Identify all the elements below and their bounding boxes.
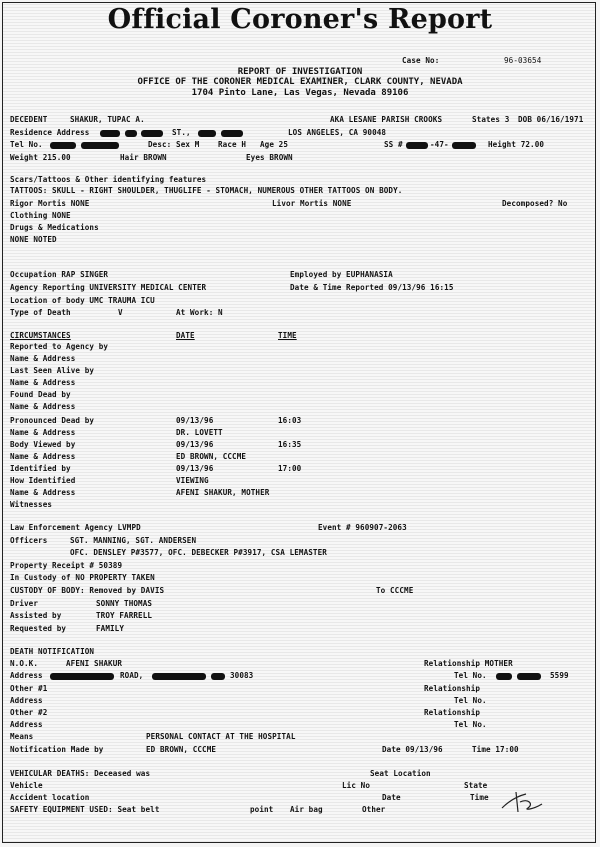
other1-tel: Tel No. <box>454 696 487 705</box>
circ-time: 17:00 <box>278 464 302 473</box>
nok-label: N.O.K. <box>10 659 39 668</box>
circ-label: Name & Address <box>10 378 76 387</box>
seat-location: Seat Location <box>370 769 431 778</box>
circ-label: Witnesses <box>10 500 53 509</box>
decedent-aka: AKA LESANE PARISH CROOKS <box>330 115 443 124</box>
type-of-death-label: Type of Death <box>10 308 71 317</box>
scars-label: Scars/Tattoos & Other identifying features <box>10 175 207 184</box>
header-line2: OFFICE OF THE CORONER MEDICAL EXAMINER, CLARK COUNTY, NEVADA <box>137 77 463 87</box>
circ-value: VIEWING <box>176 476 209 485</box>
desc-sex: Desc: Sex M <box>148 140 200 149</box>
driver: SONNY THOMAS <box>96 599 153 608</box>
residence-label: Residence Address <box>10 128 90 137</box>
other1-address: Address <box>10 696 43 705</box>
in-custody: In Custody of NO PROPERTY TAKEN <box>10 573 155 582</box>
at-work: At Work: N <box>176 308 223 317</box>
height: Height 72.00 <box>488 140 545 149</box>
means-label: Means <box>10 732 34 741</box>
other1-relationship: Relationship <box>424 684 481 693</box>
decedent-name: SHAKUR, TUPAC A. <box>70 115 145 124</box>
accident-location: Accident location <box>10 793 90 802</box>
decedent-states: States 3 <box>472 115 510 124</box>
location-of-body: Location of body UMC TRAUMA ICU <box>10 296 155 305</box>
ss-redacted <box>406 140 428 149</box>
livor-mortis: Livor Mortis NONE <box>272 199 352 208</box>
tel-label: Tel No. <box>10 140 43 149</box>
circ-label: Name & Address <box>10 354 76 363</box>
safety-airbag: Air bag <box>290 805 323 814</box>
circ-label: Body Viewed by <box>10 440 76 449</box>
signature-mark <box>498 786 548 816</box>
eyes: Eyes BROWN <box>246 153 293 162</box>
notification-made-by: ED BROWN, CCCME <box>146 745 217 754</box>
circ-value: DR. LOVETT <box>176 428 223 437</box>
notification-date: Date 09/13/96 <box>382 745 443 754</box>
property-receipt: Property Receipt # 50389 <box>10 561 123 570</box>
agency-reporting: Agency Reporting UNIVERSITY MEDICAL CENTER <box>10 283 207 292</box>
circ-label: How Identified <box>10 476 76 485</box>
custody-of-body: CUSTODY OF BODY: Removed by DAVIS <box>10 586 165 595</box>
event-number: Event # 960907-2063 <box>318 523 407 532</box>
vehicular-deaths: VEHICULAR DEATHS: Deceased was <box>10 769 151 778</box>
residence-redacted <box>100 128 163 137</box>
nok-address-label: Address <box>10 671 43 680</box>
none-noted: NONE NOTED <box>10 235 57 244</box>
case-no-label: Case No: <box>402 56 440 65</box>
circ-label: Name & Address <box>10 428 76 437</box>
officers-line2: OFC. DENSLEY P#3577, OFC. DEBECKER P#3917, CSA LEMASTER <box>70 548 327 557</box>
nok-relationship: Relationship MOTHER <box>424 659 513 668</box>
circ-label: Pronounced Dead by <box>10 416 95 425</box>
death-notification-heading: DEATH NOTIFICATION <box>10 647 95 656</box>
safety-other: Other <box>362 805 386 814</box>
circ-date: 09/13/96 <box>176 464 214 473</box>
other1-label: Other #1 <box>10 684 48 693</box>
requested-by: FAMILY <box>96 624 125 633</box>
circ-value: ED BROWN, CCCME <box>176 452 247 461</box>
rigor-mortis: Rigor Mortis NONE <box>10 199 90 208</box>
nok-address-redacted <box>50 671 114 680</box>
date-time-reported: Date & Time Reported 09/13/96 16:15 <box>290 283 454 292</box>
nok-tel-end: 5599 <box>550 671 569 680</box>
case-no: 96-03654 <box>504 56 542 65</box>
custody-to: To CCCME <box>376 586 414 595</box>
ss-mid: -47- <box>430 140 449 149</box>
circumstances-heading: CIRCUMSTANCES <box>10 331 71 340</box>
lic-no-label: Lic No <box>342 781 371 790</box>
nok-address-road: ROAD, <box>120 671 144 680</box>
circ-label: Reported to Agency by <box>10 342 109 351</box>
means: PERSONAL CONTACT AT THE HOSPITAL <box>146 732 296 741</box>
circ-date: 09/13/96 <box>176 416 214 425</box>
residence-street: ST., <box>172 128 191 137</box>
nok-address-redacted-2 <box>152 671 225 680</box>
tattoos: TATTOOS: SKULL - RIGHT SHOULDER, THUGLIFE - STOMACH, NUMEROUS OTHER TATTOOS ON BODY. <box>10 186 403 195</box>
safety-point: point <box>250 805 274 814</box>
circ-label: Found Dead by <box>10 390 71 399</box>
circ-time: 16:03 <box>278 416 302 425</box>
occupation: Occupation RAP SINGER <box>10 270 109 279</box>
header-line1: REPORT OF INVESTIGATION <box>237 67 363 77</box>
circumstances-date-col: DATE <box>176 331 195 340</box>
circ-time: 16:35 <box>278 440 302 449</box>
hair: Hair BROWN <box>120 153 167 162</box>
circ-label: Name & Address <box>10 402 76 411</box>
nok-tel-label: Tel No. <box>454 671 487 680</box>
safety-equipment: SAFETY EQUIPMENT USED: Seat belt <box>10 805 160 814</box>
ss-label: SS # <box>384 140 403 149</box>
employed-by: Employed by EUPHANASIA <box>290 270 393 279</box>
other2-relationship: Relationship <box>424 708 481 717</box>
ss-redacted-2 <box>452 140 476 149</box>
circumstances-time-col: TIME <box>278 331 297 340</box>
decedent-label: DECEDENT <box>10 115 48 124</box>
vehicle-label: Vehicle <box>10 781 43 790</box>
requested-label: Requested by <box>10 624 67 633</box>
state-label: State <box>464 781 488 790</box>
residence-redacted-2 <box>198 128 243 137</box>
type-of-death: V <box>118 308 123 317</box>
weight: Weight 215.00 <box>10 153 71 162</box>
decedent-dob: DOB 06/16/1971 <box>518 115 584 124</box>
other2-tel: Tel No. <box>454 720 487 729</box>
accident-time: Time <box>470 793 489 802</box>
nok-tel-redacted <box>496 671 541 680</box>
other2-label: Other #2 <box>10 708 48 717</box>
decomposed: Decomposed? No <box>502 199 568 208</box>
header-line3: 1704 Pinto Lane, Las Vegas, Nevada 89106 <box>191 88 409 98</box>
circ-label: Last Seen Alive by <box>10 366 95 375</box>
clothing: Clothing NONE <box>10 211 71 220</box>
officers-label: Officers <box>10 536 48 545</box>
drugs-label: Drugs & Medications <box>10 223 99 232</box>
assisted-label: Assisted by <box>10 611 62 620</box>
circ-label: Name & Address <box>10 488 76 497</box>
residence-city: LOS ANGELES, CA 90048 <box>288 128 387 137</box>
report-title: Official Coroner's Report <box>107 4 493 35</box>
tel-redacted <box>50 140 119 149</box>
nok-address-zip: 30083 <box>230 671 254 680</box>
assisted-by: TROY FARRELL <box>96 611 153 620</box>
law-agency: Law Enforcement Agency LVMPD <box>10 523 141 532</box>
race: Race H <box>218 140 247 149</box>
circ-value: AFENI SHAKUR, MOTHER <box>176 488 270 497</box>
circ-date: 09/13/96 <box>176 440 214 449</box>
notification-made-by-label: Notification Made by <box>10 745 104 754</box>
circ-label: Name & Address <box>10 452 76 461</box>
circ-label: Identified by <box>10 464 71 473</box>
nok-name: AFENI SHAKUR <box>66 659 123 668</box>
other2-address: Address <box>10 720 43 729</box>
driver-label: Driver <box>10 599 39 608</box>
officers-line1: SGT. MANNING, SGT. ANDERSEN <box>70 536 197 545</box>
age: Age 25 <box>260 140 289 149</box>
notification-time: Time 17:00 <box>472 745 519 754</box>
accident-date: Date <box>382 793 401 802</box>
